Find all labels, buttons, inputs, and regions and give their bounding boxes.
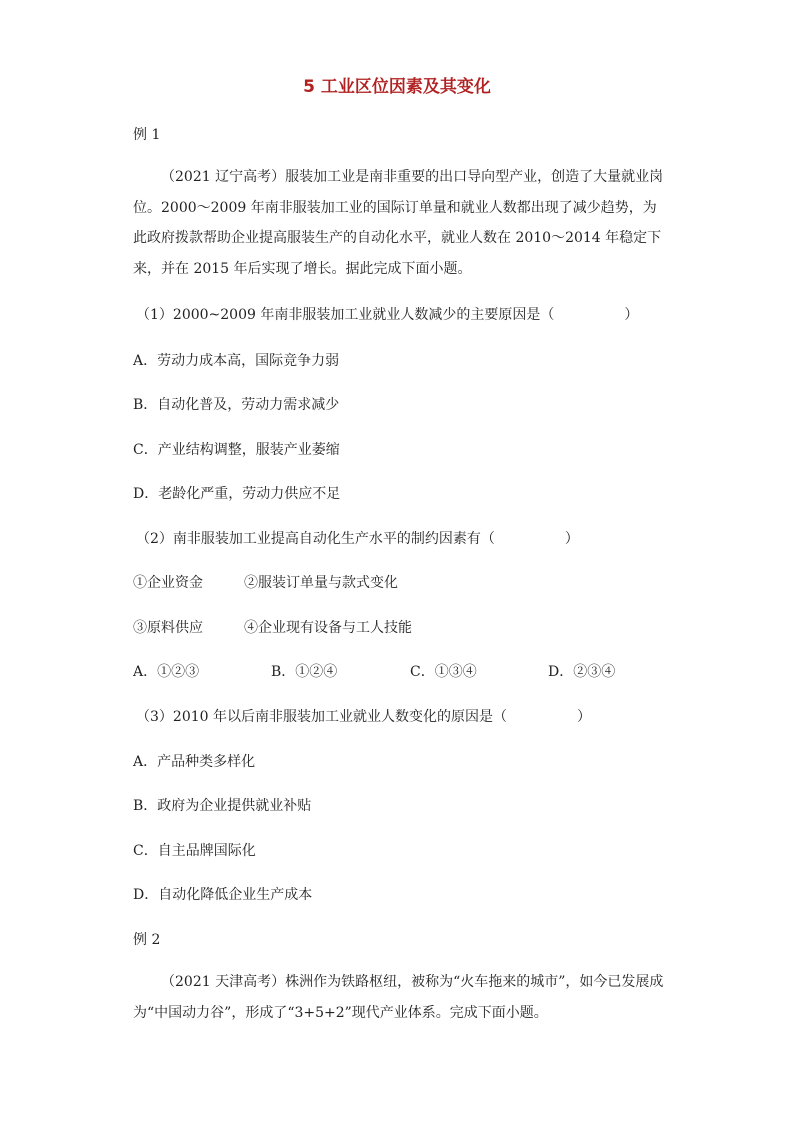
q3-stem: （3）2010 年以后南非服装加工业就业人数变化的原因是（ ）	[136, 709, 591, 725]
q1-stem: （1）2000~2009 年南非服装加工业就业人数减少的主要原因是（ ）	[136, 307, 639, 323]
q2-option-c: C．①③④	[410, 664, 477, 680]
q2-item-4: ④企业现有设备与工人技能	[244, 620, 412, 636]
q1-option-b: B．自动化普及，劳动力需求减少	[133, 397, 340, 413]
example-1-label: 例 1	[133, 127, 161, 143]
q2-stem: （2）南非服装加工业提高自动化生产水平的制约因素有（ ）	[136, 531, 579, 547]
q2-option-a: A．①②③	[133, 664, 200, 680]
q3-option-a: A．产品种类多样化	[133, 754, 256, 770]
q1-option-d: D．老龄化严重，劳动力供应不足	[133, 486, 341, 502]
q3-option-d: D．自动化降低企业生产成本	[133, 887, 313, 903]
example-1-intro: （2021 辽宁高考）服装加工业是南非重要的出口导向型产业，创造了大量就业岗位。2000～2009 年南非服装加工业的国际订单量和就业人数都出现了减少趋势，为此政府拨款帮助企业提高服装生产的自动化水平，就业人数在 2010～2014 年稳定下来，并在 2015 年后实现了增长。据此完成下面小题。	[133, 169, 664, 277]
q2-option-b: B．①②④	[271, 664, 338, 680]
page-title: 5 工业区位因素及其变化	[303, 77, 491, 97]
q2-item-1: ①企业资金	[133, 575, 203, 591]
q3-option-c: C．自主品牌国际化	[133, 843, 256, 859]
q1-option-c: C．产业结构调整，服装产业萎缩	[133, 442, 340, 458]
q2-item-3: ③原料供应	[133, 620, 203, 636]
q3-option-b: B．政府为企业提供就业补贴	[133, 798, 312, 814]
example-2-label: 例 2	[133, 932, 161, 948]
q2-option-d: D．②③④	[548, 664, 616, 680]
q2-item-2: ②服装订单量与款式变化	[244, 575, 398, 591]
example-2-intro: （2021 天津高考）株洲作为铁路枢纽，被称为“火车拖来的城市”，如今已发展成为“中国动力谷”，形成了“3+5+2”现代产业体系。完成下面小题。	[133, 974, 664, 1021]
q1-option-a: A．劳动力成本高，国际竞争力弱	[133, 353, 340, 369]
